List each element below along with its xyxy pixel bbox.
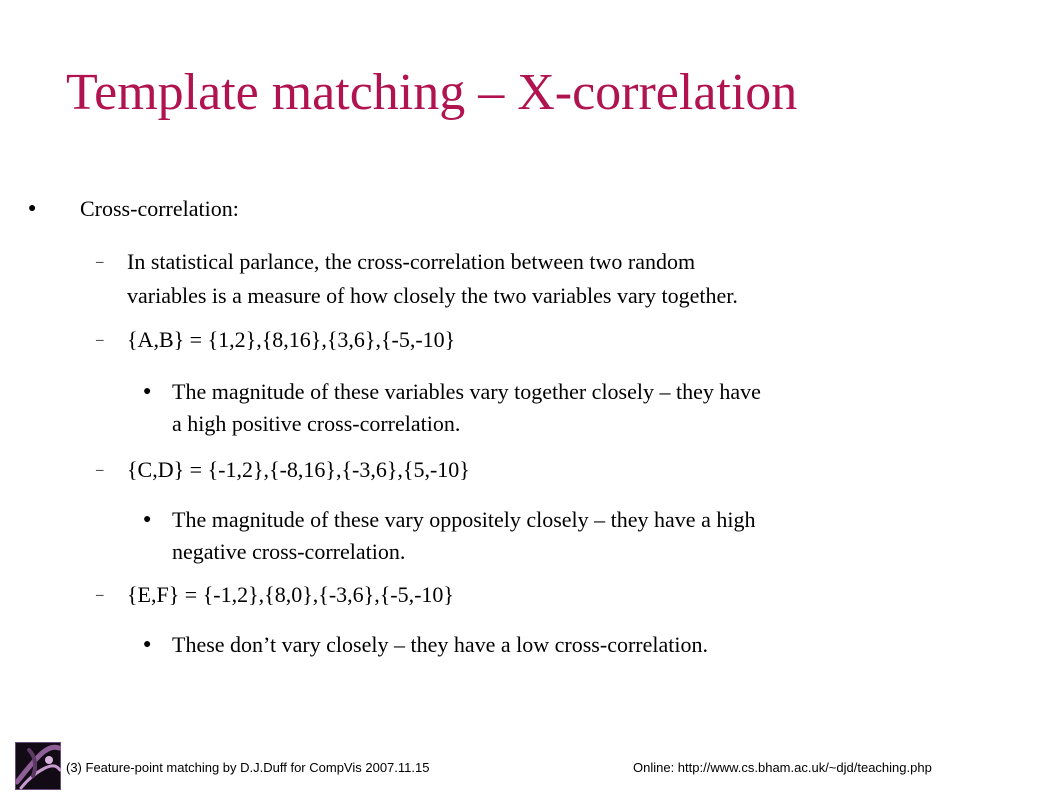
footer-online-url[interactable]: Online: http://www.cs.bham.ac.uk/~djd/teaching.php <box>633 760 932 775</box>
definition-line-2: variables is a measure of how closely the two variables vary together. <box>127 283 738 308</box>
course-logo-icon <box>15 742 61 790</box>
footer-course-info: (3) Feature-point matching by D.J.Duff for CompVis 2007.11.15 <box>66 760 430 775</box>
dash-marker-icon: – <box>96 587 104 603</box>
bullet-dot-icon: ● <box>28 201 37 216</box>
example-ab-note-line-1: The magnitude of these variables vary together closely – they have <box>172 379 761 404</box>
example-set-cd: {C,D} = {-1,2},{-8,16},{-3,6},{5,-10} <box>127 457 470 482</box>
dash-marker-icon: – <box>96 462 104 478</box>
bullet-cross-correlation: Cross-correlation: <box>80 196 239 221</box>
example-set-ef: {E,F} = {-1,2},{8,0},{-3,6},{-5,-10} <box>127 582 454 607</box>
example-set-ab: {A,B} = {1,2},{8,16},{3,6},{-5,-10} <box>127 327 456 352</box>
bullet-dot-icon: ● <box>143 384 152 399</box>
bullet-dot-icon: ● <box>143 637 152 652</box>
slide-title: Template matching – X-correlation <box>66 64 798 121</box>
dash-marker-icon: – <box>96 254 104 270</box>
dash-marker-icon: – <box>96 332 104 348</box>
example-ab-note-line-2: a high positive cross-correlation. <box>172 411 461 436</box>
example-cd-note-line-1: The magnitude of these vary oppositely closely – they have a high <box>172 507 756 532</box>
definition-line-1: In statistical parlance, the cross-correlation between two random <box>127 249 696 274</box>
example-cd-note-line-2: negative cross-correlation. <box>172 539 406 564</box>
example-ef-note-line-1: These don’t vary closely – they have a low cross-correlation. <box>172 632 708 657</box>
bullet-dot-icon: ● <box>143 512 152 527</box>
